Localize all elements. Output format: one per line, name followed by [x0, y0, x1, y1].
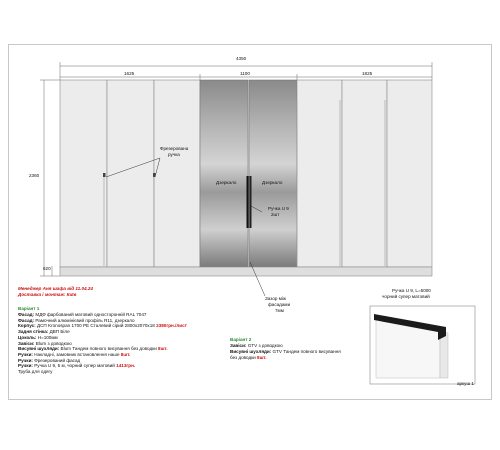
- spec-header-1: Менеджер Аня шафа від 11.04.24: [18, 286, 93, 291]
- variant1-row-value: Blum з доводкою: [34, 340, 72, 346]
- v2-drawers: [230, 349, 341, 355]
- v2-hinges-key: Завіси:: [230, 343, 247, 348]
- v2-drawers-value: GTV Тандем повного висування: [271, 349, 341, 354]
- variant1-row-extra: 8шт.: [119, 351, 131, 357]
- label-mirror-left: Дзеркало: [216, 180, 237, 185]
- v2-hinges-value: GTV з доводкою: [246, 343, 283, 348]
- variant1-row-key: Фасад:: [18, 317, 35, 323]
- label-handle-u9-1: Ручка U 9: [268, 206, 289, 211]
- v2-drawers-value-2: без доводки: [230, 355, 256, 360]
- label-gap-2: фасадами: [268, 302, 291, 307]
- handle-u9-left: [247, 176, 249, 228]
- variant1-row-key: Ручки:: [18, 357, 33, 363]
- variant1-row-value: Труба для одягу: [18, 369, 53, 374]
- variant1-row-value: Н=100мм: [36, 334, 58, 340]
- inset-handle-drawing: [370, 306, 475, 384]
- variant1-title: Варіант 1: [18, 306, 40, 311]
- handle-u9-right: [250, 176, 252, 228]
- variant1-row-extra: 1413грн.: [114, 363, 136, 369]
- variant1-row-key: Фасад:: [18, 312, 35, 317]
- inset-caption-2: чорний супер матовий: [382, 294, 430, 299]
- wardrobe-body: [60, 80, 432, 276]
- variant1-row-value: Blum Тандем повного висування без доводки: [59, 346, 157, 352]
- variant1-row-extra: 2380грн./лист: [154, 323, 187, 329]
- spec-header-2: Доставка і монтаж: Київ: [18, 292, 77, 297]
- variant1-row-value: МДФ фарбований матовий односторонній RAL 7047: [34, 312, 147, 317]
- dim-center-section: 1100: [240, 71, 250, 76]
- v2-drawers-2: [230, 355, 267, 361]
- variant1-row-value: Рамочний алюмінієвий профіль R11, дзеркало: [34, 317, 135, 323]
- variant1-row-value: Ручка U 9, 5 м, чорний супер матовий: [32, 363, 115, 369]
- variant1-row-key: Ручки:: [18, 363, 33, 369]
- variant1-row: [18, 369, 52, 375]
- variant1-row-key: Завіси:: [18, 340, 35, 346]
- dim-right-section: 1825: [362, 71, 373, 76]
- label-gap-3: 7мм: [275, 308, 284, 313]
- variant1-row-value: ДСП Kronospan 1700 PE Сталевий сірий 2800х2070х18: [35, 323, 155, 329]
- variant1-row-key: Задня стінка:: [18, 329, 49, 335]
- dim-total-width: 4350: [236, 56, 247, 61]
- label-handle-u9-2: 2шт: [271, 212, 280, 217]
- v2-drawers-extra: 8шт.: [255, 355, 267, 360]
- label-milled-handle-1: Фрезерована: [160, 146, 189, 151]
- v2-hinges: [230, 343, 283, 349]
- variant2-title: Варіант 2: [230, 337, 252, 342]
- sheet-label: аркуш 1: [457, 381, 474, 386]
- variant1-row-value: Накладні, замовник встановлення наше: [32, 351, 120, 357]
- variant1-row-key: Ручки:: [18, 351, 33, 357]
- inset-caption-1: Ручка U 9, L=5000: [392, 288, 431, 293]
- label-gap-1: Зазор між: [265, 296, 286, 301]
- variant1-row-value: Фрезерований фасад: [32, 357, 81, 363]
- variant1-row-value: ДВП Біле: [48, 329, 70, 335]
- variant1-row-key: Цоколь:: [18, 334, 37, 340]
- label-mirror-right: Дзеркало: [262, 180, 283, 185]
- variant1-row-extra: 8шт.: [156, 346, 168, 352]
- v2-drawers-key: Висувні шухляди:: [230, 349, 272, 354]
- dim-height: 2360: [29, 173, 40, 178]
- variant1-row-key: Корпус:: [18, 323, 36, 329]
- dim-left-section: 1625: [124, 71, 135, 76]
- label-milled-handle-2: ручка: [168, 152, 180, 157]
- variant1-row-key: Висувні шухляди:: [18, 346, 60, 352]
- dim-plinth: 620: [43, 266, 51, 271]
